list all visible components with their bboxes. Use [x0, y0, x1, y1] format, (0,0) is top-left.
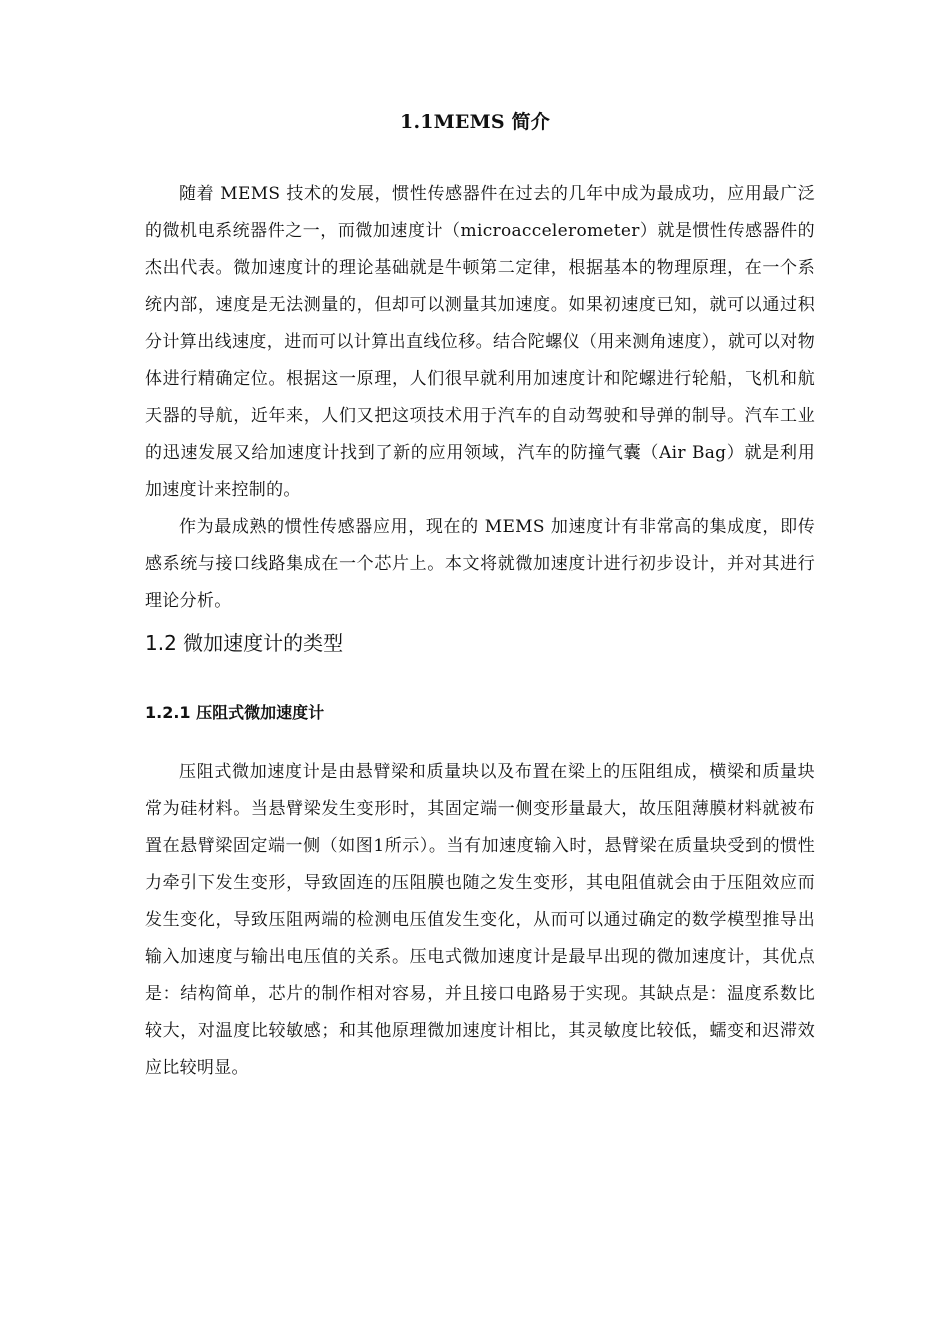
section-1-body [145, 176, 815, 620]
subsection-title-piezoresistive: 1.2.1 压阻式微加速度计 [145, 703, 325, 722]
section-title-accelerometer-types: 1.2 微加速度计的类型 [145, 631, 344, 655]
section-title-mems-intro: 1.1MEMS 简介 [400, 111, 550, 133]
subsection-body [145, 754, 815, 1087]
paragraph-mems-integration: 作为最成熟的惯性传感器应用，现在的 MEMS 加速度计有非常高的集成度，即传感系统与接口线路集成在一个芯片上。本文将就微加速度计进行初步设计，并对其进行理论分析。 [145, 517, 815, 611]
paragraph-mems-development: 随着 MEMS 技术的发展，惯性传感器件在过去的几年中成为最成功，应用最广泛的微机电系统器件之一，而微加速度计（microaccelerometer）就是惯性传感器件的杰出代表。微加速度计的理论基础就是牛顿第二定律，根据基本的物理原理，在一个系统内部，速度是无法测量的，但却可以测量其加速度。如果初速度已知，就可以通过积分计算出线速度，进而可以计算出直线位移。结合陀螺仪（用来测角速度），就可以对物体进行精确定位。根据这一原理，人们很早就利用加速度计和陀螺进行轮船，飞机和航天器的导航，近年来，人们又把这项技术用于汽车的自动驾驶和导弹的制导。汽车工业的迅速发展又给加速度计找到了新的应用领域，汽车的防撞气囊（Air Bag）就是利用加速度计来控制的。 [145, 184, 815, 500]
paragraph-piezoresistive: 压阻式微加速度计是由悬臂梁和质量块以及布置在梁上的压阻组成，横梁和质量块常为硅材料。当悬臂梁发生变形时，其固定端一侧变形量最大，故压阻薄膜材料就被布置在悬臂梁固定端一侧（如图1所示）。当有加速度输入时，悬臂梁在质量块受到的惯性力牵引下发生变形，导致固连的压阻膜也随之发生变形，其电阻值就会由于压阻效应而发生变化，导致压阻两端的检测电压值发生变化，从而可以通过确定的数学模型推导出输入加速度与输出电压值的关系。压电式微加速度计是最早出现的微加速度计，其优点是：结构简单，芯片的制作相对容易，并且接口电路易于实现。其缺点是：温度系数比较大，对温度比较敏感；和其他原理微加速度计相比，其灵敏度比较低，蠕变和迟滞效应比较明显。 [145, 762, 815, 1078]
